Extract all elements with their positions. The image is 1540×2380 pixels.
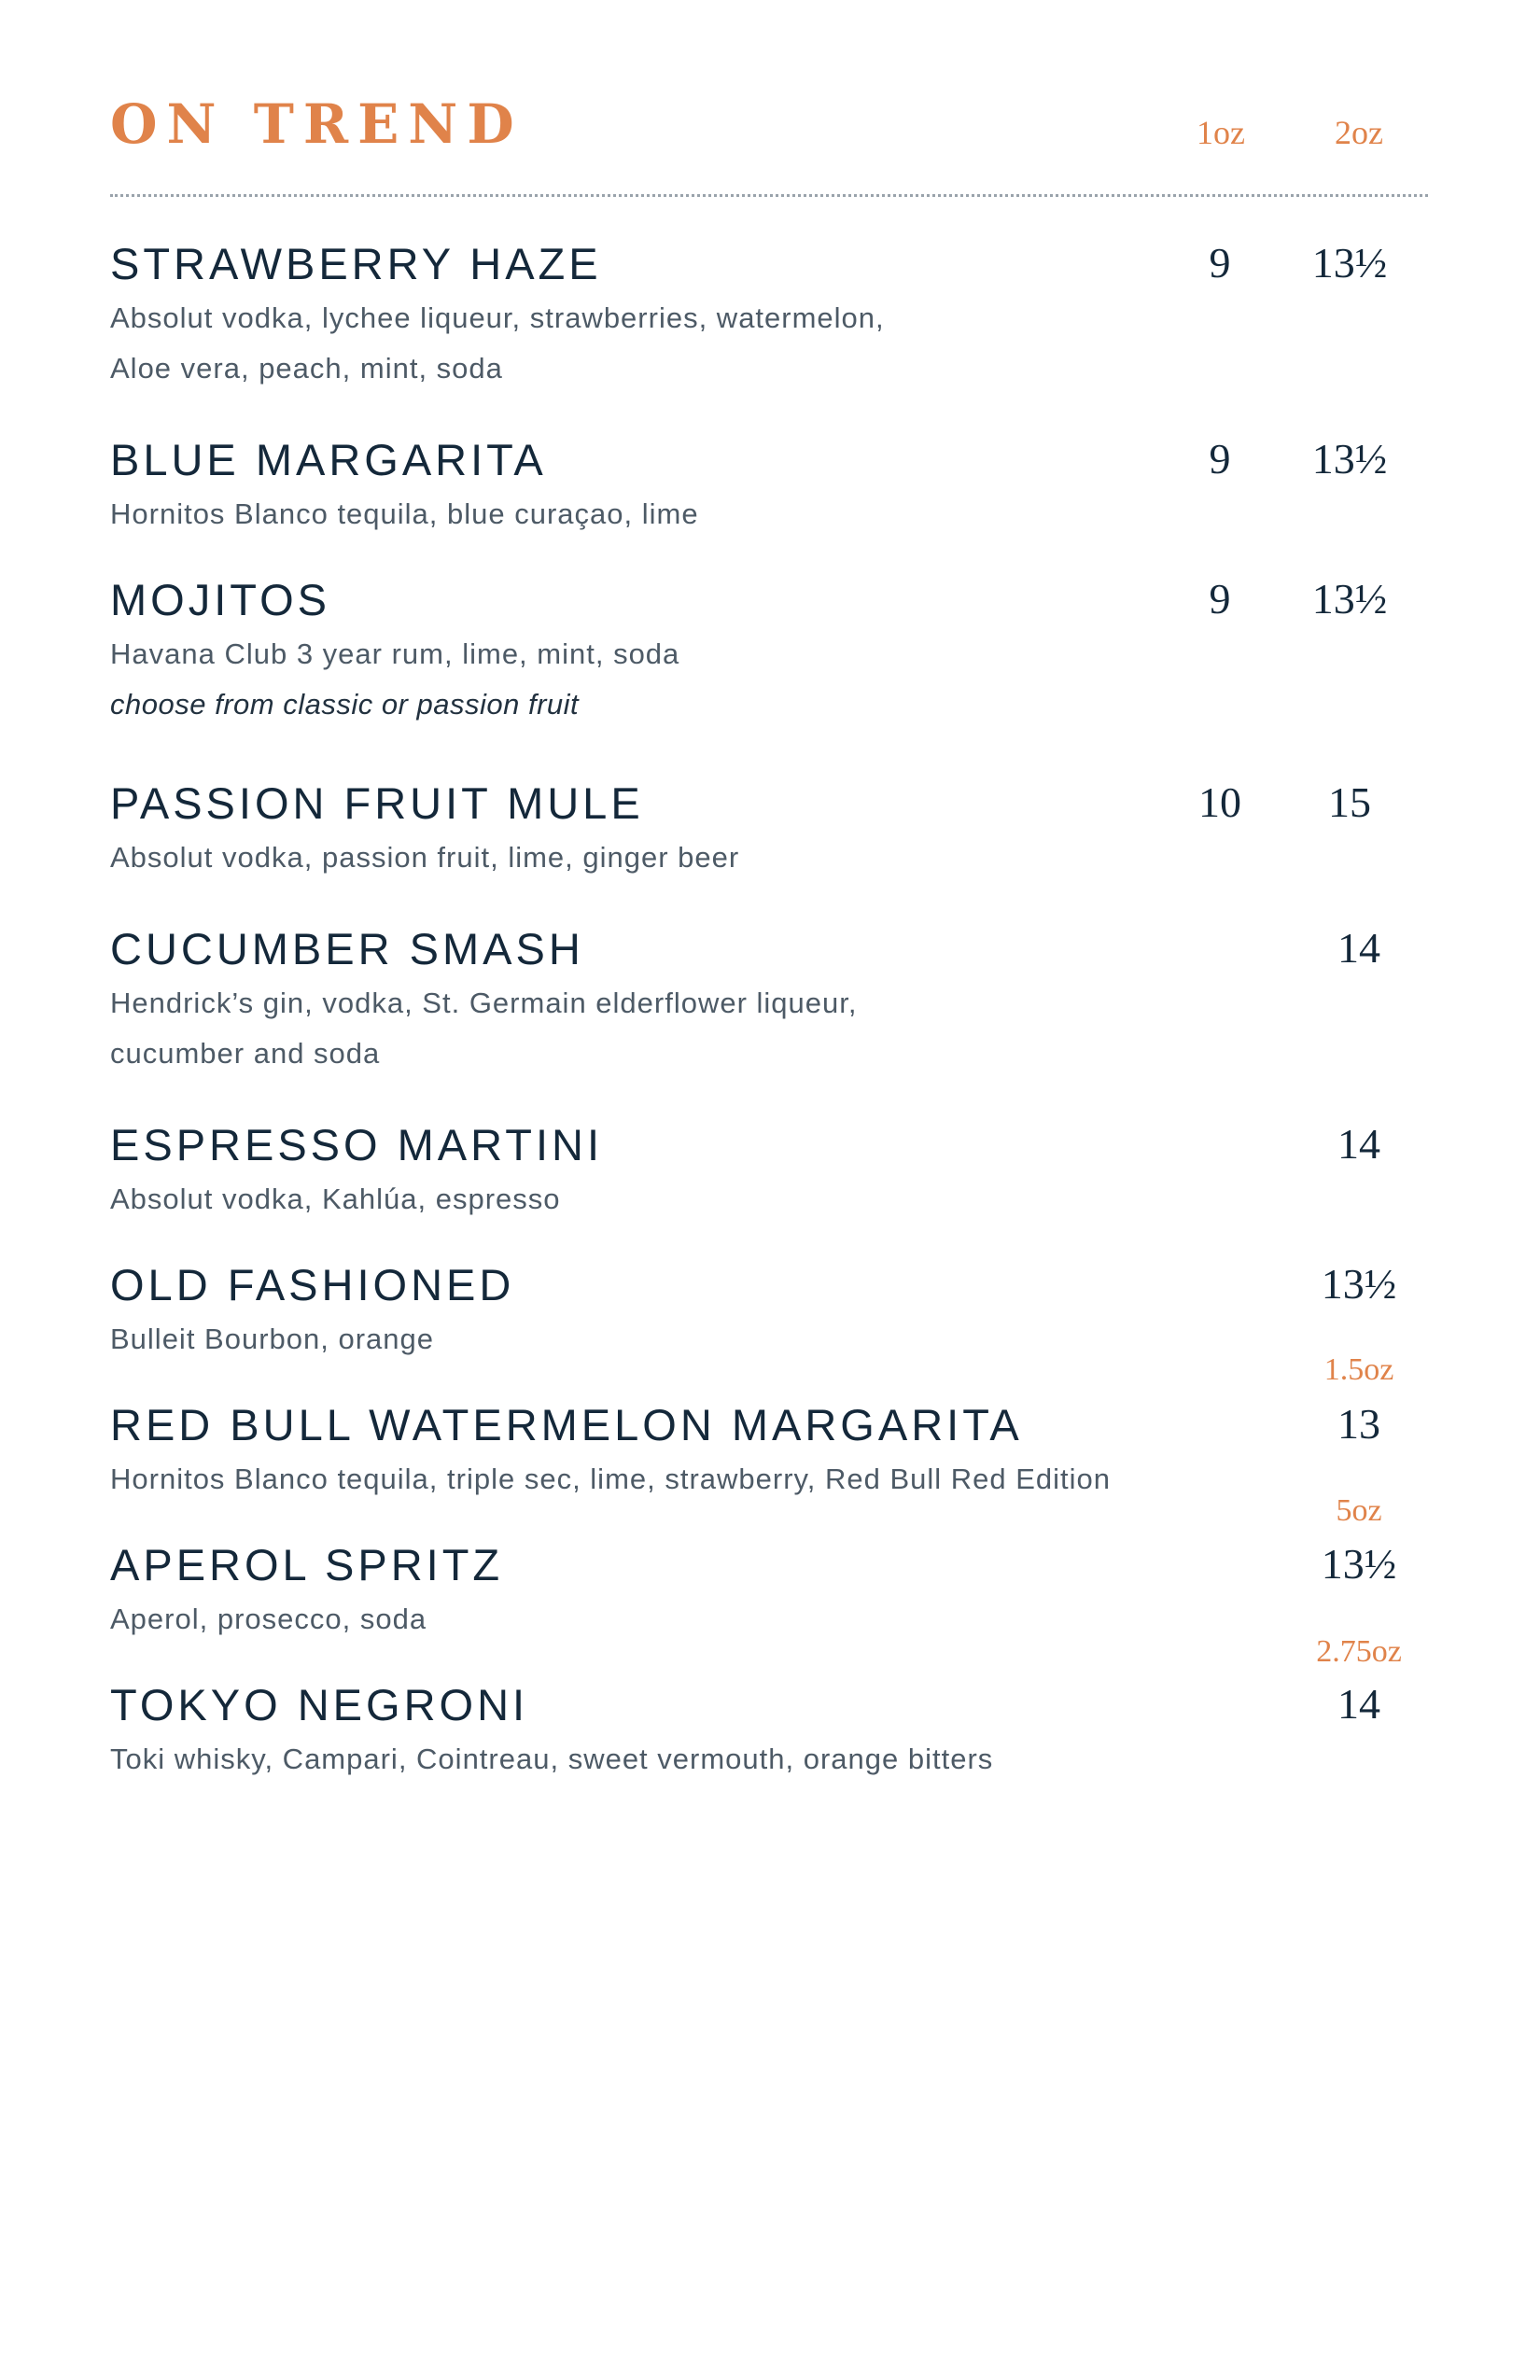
item-name: RED BULL WATERMELON MARGARITA xyxy=(110,1400,1023,1449)
item-price-1oz: 9 xyxy=(1209,435,1231,483)
item-description: Absolut vodka, lychee liqueur, strawberries, watermelon, xyxy=(110,301,885,334)
item-name: BLUE MARGARITA xyxy=(110,435,547,484)
item-description: Aloe vera, peach, mint, soda xyxy=(110,352,503,385)
item-size: 1.5oz xyxy=(1323,1352,1394,1387)
item-description: cucumber and soda xyxy=(110,1037,381,1070)
item-price-1oz: 10 xyxy=(1198,778,1241,826)
item-price: 14 xyxy=(1337,1680,1380,1728)
item-price-2oz: 13½ xyxy=(1311,575,1388,623)
item-size: 5oz xyxy=(1336,1493,1382,1528)
item-size: 2.75oz xyxy=(1316,1634,1402,1669)
item-price-1oz: 9 xyxy=(1209,239,1231,287)
item-name: OLD FASHIONED xyxy=(110,1260,515,1309)
item-description: Hendrick’s gin, vodka, St. Germain elderflower liqueur, xyxy=(110,987,858,1019)
item-price: 13½ xyxy=(1321,1540,1397,1588)
item-name: PASSION FRUIT MULE xyxy=(110,778,644,828)
item-description: Toki whisky, Campari, Cointreau, sweet vermouth, orange bitters xyxy=(110,1743,994,1775)
item-name: CUCUMBER SMASH xyxy=(110,924,584,973)
item-price: 14 xyxy=(1337,924,1380,972)
section-title: ON TREND xyxy=(110,92,524,156)
item-price-2oz: 13½ xyxy=(1311,435,1388,483)
item-name: STRAWBERRY HAZE xyxy=(110,239,602,288)
item-price: 14 xyxy=(1337,1120,1380,1168)
item-description: Havana Club 3 year rum, lime, mint, soda xyxy=(110,637,680,670)
item-price-2oz: 13½ xyxy=(1311,239,1388,287)
item-description: Absolut vodka, Kahlúa, espresso xyxy=(110,1183,561,1215)
column-header-1oz: 1oz xyxy=(1197,114,1245,151)
item-name: MOJITOS xyxy=(110,575,331,624)
item-price: 13 xyxy=(1337,1400,1380,1448)
item-description: Absolut vodka, passion fruit, lime, ginger beer xyxy=(110,841,740,874)
column-header-2oz: 2oz xyxy=(1335,114,1383,151)
item-description: Bulleit Bourbon, orange xyxy=(110,1323,435,1355)
item-name: ESPRESSO MARTINI xyxy=(110,1120,604,1169)
dotted-divider xyxy=(110,194,1428,197)
item-name: TOKYO NEGRONI xyxy=(110,1680,529,1729)
item-name: APEROL SPRITZ xyxy=(110,1540,504,1589)
item-price-1oz: 9 xyxy=(1209,575,1231,623)
item-description: Hornitos Blanco tequila, triple sec, lime, strawberry, Red Bull Red Edition xyxy=(110,1463,1112,1495)
item-description: Hornitos Blanco tequila, blue curaçao, lime xyxy=(110,497,699,530)
item-description: Aperol, prosecco, soda xyxy=(110,1603,427,1635)
item-price-2oz: 15 xyxy=(1328,778,1371,826)
item-note: choose from classic or passion fruit xyxy=(110,688,580,721)
item-price: 13½ xyxy=(1321,1260,1397,1308)
